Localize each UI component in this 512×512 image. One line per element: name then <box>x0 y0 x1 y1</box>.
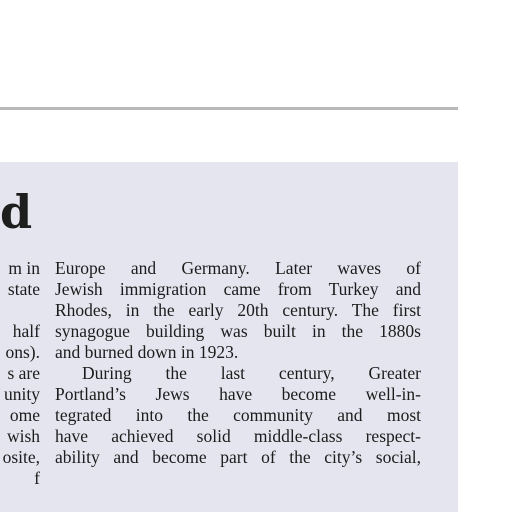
left-line: ons). <box>5 342 40 362</box>
left-line: s are <box>7 363 40 383</box>
paragraph-line: ability and become part of the city’s social, <box>55 447 421 467</box>
right-column-text <box>55 258 421 468</box>
paragraph-line: Jewish immigration came from Turkey and <box>55 279 421 299</box>
paragraph-line: have achieved solid middle-class respect- <box>55 426 421 446</box>
left-line: unity <box>4 384 40 404</box>
left-line: wish <box>6 426 40 446</box>
left-line: f <box>34 468 40 488</box>
paragraph-line: Portland’s Jews have become well-in- <box>55 384 421 404</box>
heading-fragment: d <box>0 185 33 239</box>
left-line: osite, <box>2 447 40 467</box>
left-line: ome <box>9 405 40 425</box>
left-line <box>0 300 40 321</box>
left-line: half <box>12 321 40 341</box>
left-line: state <box>7 279 40 299</box>
paragraph-line: and burned down in 1923. <box>55 342 239 362</box>
left-column-text <box>0 258 40 489</box>
paragraph-line: Rhodes, in the early 20th century. The first <box>55 300 421 320</box>
paragraph-line: tegrated into the community and most <box>55 405 421 425</box>
left-line: m in <box>8 258 40 278</box>
horizontal-rule <box>0 107 458 110</box>
paragraph-line: synagogue building was built in the 1880s <box>55 321 421 341</box>
paragraph-line: During the last century, Greater <box>82 363 421 383</box>
paragraph-line: Europe and Germany. Later waves of <box>55 258 421 278</box>
